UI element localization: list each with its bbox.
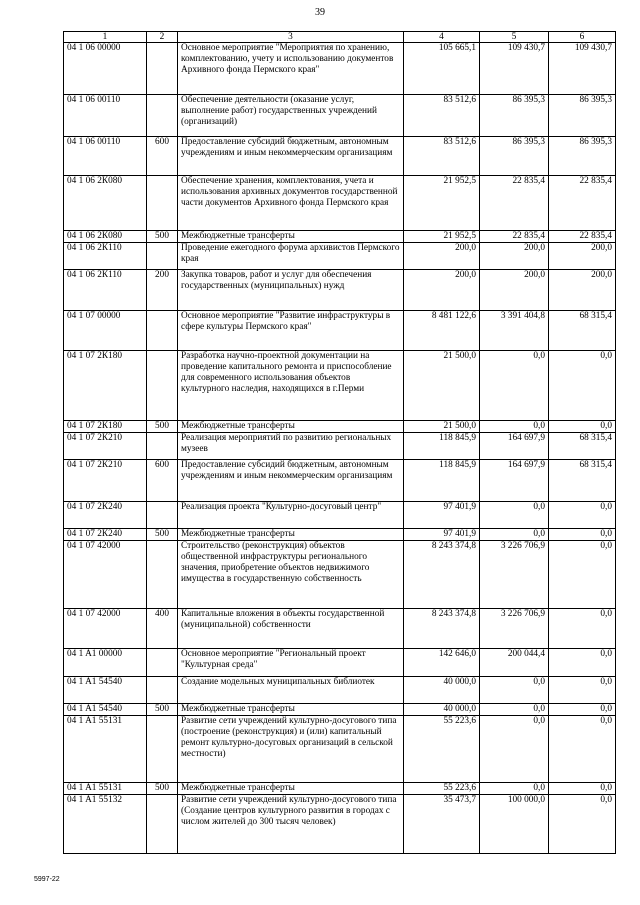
item-name-cell: Основное мероприятие "Развитие инфраструктуры в сфере культуры Пермского края" bbox=[178, 311, 404, 351]
table-row bbox=[64, 421, 616, 433]
item-name-cell: Обеспечение хранения, комплектования, учета и использования архивных документов государственной части документов Архивного фонда Пермского края bbox=[178, 176, 404, 231]
item-name-cell: Предоставление субсидий бюджетным, автономным учреждениям и иным некоммерческим организациям bbox=[178, 137, 404, 176]
table-row bbox=[64, 351, 616, 421]
target-code-cell: 04 1 06 2К110 bbox=[64, 243, 147, 270]
amount-col4-cell: 21 952,5 bbox=[404, 231, 480, 243]
item-name-cell: Закупка товаров, работ и услуг для обеспечения государственных (муниципальных) нужд bbox=[178, 270, 404, 311]
amount-col6-cell: 0,0 bbox=[549, 795, 616, 854]
expense-type-cell bbox=[147, 43, 178, 95]
amount-col6-cell: 0,0 bbox=[549, 529, 616, 541]
item-name-cell: Реализация проекта "Культурно-досуговый центр" bbox=[178, 502, 404, 529]
table-row bbox=[64, 783, 616, 795]
expense-type-cell: 500 bbox=[147, 529, 178, 541]
amount-col6-cell: 0,0 bbox=[549, 421, 616, 433]
amount-col5-cell: 0,0 bbox=[480, 502, 549, 529]
table-row bbox=[64, 137, 616, 176]
column-header: 2 bbox=[147, 32, 178, 43]
table-row bbox=[64, 460, 616, 502]
table-row bbox=[64, 270, 616, 311]
target-code-cell: 04 1 06 2К110 bbox=[64, 270, 147, 311]
amount-col4-cell: 21 500,0 bbox=[404, 421, 480, 433]
target-code-cell: 04 1 07 2К240 bbox=[64, 502, 147, 529]
table-row bbox=[64, 529, 616, 541]
amount-col5-cell: 0,0 bbox=[480, 529, 549, 541]
amount-col6-cell: 22 835,4 bbox=[549, 231, 616, 243]
table-row bbox=[64, 502, 616, 529]
column-header: 3 bbox=[178, 32, 404, 43]
amount-col4-cell: 83 512,6 bbox=[404, 95, 480, 137]
amount-col5-cell: 200 044,4 bbox=[480, 649, 549, 677]
target-code-cell: 04 1 A1 54540 bbox=[64, 677, 147, 704]
amount-col5-cell: 3 226 706,9 bbox=[480, 609, 549, 649]
amount-col6-cell: 0,0 bbox=[549, 716, 616, 783]
amount-col5-cell: 100 000,0 bbox=[480, 795, 549, 854]
table-row bbox=[64, 609, 616, 649]
amount-col5-cell: 0,0 bbox=[480, 716, 549, 783]
target-code-cell: 04 1 A1 00000 bbox=[64, 649, 147, 677]
amount-col5-cell: 164 697,9 bbox=[480, 460, 549, 502]
amount-col6-cell: 68 315,4 bbox=[549, 433, 616, 460]
amount-col5-cell: 0,0 bbox=[480, 677, 549, 704]
amount-col5-cell: 0,0 bbox=[480, 421, 549, 433]
target-code-cell: 04 1 A1 55131 bbox=[64, 783, 147, 795]
column-header: 5 bbox=[480, 32, 549, 43]
amount-col6-cell: 0,0 bbox=[549, 704, 616, 716]
expense-type-cell bbox=[147, 716, 178, 783]
target-code-cell: 04 1 07 2К240 bbox=[64, 529, 147, 541]
column-header: 6 bbox=[549, 32, 616, 43]
item-name-cell: Основное мероприятие "Мероприятия по хранению, комплектованию, учету и использованию документов Архивного фонда Пермского края" bbox=[178, 43, 404, 95]
amount-col5-cell: 3 226 706,9 bbox=[480, 541, 549, 609]
budget-table bbox=[63, 31, 616, 854]
amount-col6-cell: 22 835,4 bbox=[549, 176, 616, 231]
amount-col4-cell: 55 223,6 bbox=[404, 783, 480, 795]
amount-col4-cell: 142 646,0 bbox=[404, 649, 480, 677]
item-name-cell: Межбюджетные трансферты bbox=[178, 231, 404, 243]
item-name-cell: Реализация мероприятий по развитию региональных музеев bbox=[178, 433, 404, 460]
expense-type-cell bbox=[147, 649, 178, 677]
amount-col4-cell: 118 845,9 bbox=[404, 433, 480, 460]
table-row bbox=[64, 704, 616, 716]
table-row bbox=[64, 716, 616, 783]
table-header-row bbox=[64, 32, 616, 43]
amount-col4-cell: 35 473,7 bbox=[404, 795, 480, 854]
target-code-cell: 04 1 07 2К210 bbox=[64, 460, 147, 502]
target-code-cell: 04 1 07 42000 bbox=[64, 609, 147, 649]
table-row bbox=[64, 649, 616, 677]
table-row bbox=[64, 795, 616, 854]
column-header: 4 bbox=[404, 32, 480, 43]
table-row bbox=[64, 176, 616, 231]
item-name-cell: Создание модельных муниципальных библиотек bbox=[178, 677, 404, 704]
table-row bbox=[64, 95, 616, 137]
amount-col4-cell: 97 401,9 bbox=[404, 502, 480, 529]
table-row bbox=[64, 311, 616, 351]
expense-type-cell: 500 bbox=[147, 783, 178, 795]
target-code-cell: 04 1 07 00000 bbox=[64, 311, 147, 351]
amount-col5-cell: 86 395,3 bbox=[480, 137, 549, 176]
table-row bbox=[64, 243, 616, 270]
item-name-cell: Межбюджетные трансферты bbox=[178, 421, 404, 433]
amount-col6-cell: 0,0 bbox=[549, 783, 616, 795]
item-name-cell: Межбюджетные трансферты bbox=[178, 783, 404, 795]
amount-col5-cell: 0,0 bbox=[480, 704, 549, 716]
amount-col5-cell: 86 395,3 bbox=[480, 95, 549, 137]
expense-type-cell bbox=[147, 541, 178, 609]
amount-col5-cell: 200,0 bbox=[480, 243, 549, 270]
expense-type-cell bbox=[147, 795, 178, 854]
amount-col5-cell: 109 430,7 bbox=[480, 43, 549, 95]
target-code-cell: 04 1 07 2К210 bbox=[64, 433, 147, 460]
expense-type-cell: 500 bbox=[147, 231, 178, 243]
amount-col6-cell: 0,0 bbox=[549, 677, 616, 704]
target-code-cell: 04 1 07 2К180 bbox=[64, 421, 147, 433]
item-name-cell: Межбюджетные трансферты bbox=[178, 704, 404, 716]
amount-col4-cell: 55 223,6 bbox=[404, 716, 480, 783]
amount-col4-cell: 21 500,0 bbox=[404, 351, 480, 421]
target-code-cell: 04 1 06 2К080 bbox=[64, 176, 147, 231]
amount-col4-cell: 8 243 374,8 bbox=[404, 609, 480, 649]
target-code-cell: 04 1 A1 54540 bbox=[64, 704, 147, 716]
table-row bbox=[64, 43, 616, 95]
amount-col6-cell: 200,0 bbox=[549, 270, 616, 311]
amount-col6-cell: 0,0 bbox=[549, 649, 616, 677]
item-name-cell: Предоставление субсидий бюджетным, автономным учреждениям и иным некоммерческим организациям bbox=[178, 460, 404, 502]
amount-col4-cell: 200,0 bbox=[404, 270, 480, 311]
amount-col4-cell: 40 000,0 bbox=[404, 704, 480, 716]
amount-col5-cell: 22 835,4 bbox=[480, 176, 549, 231]
expense-type-cell: 400 bbox=[147, 609, 178, 649]
amount-col5-cell: 3 391 404,8 bbox=[480, 311, 549, 351]
amount-col4-cell: 83 512,6 bbox=[404, 137, 480, 176]
amount-col6-cell: 0,0 bbox=[549, 609, 616, 649]
amount-col6-cell: 86 395,3 bbox=[549, 95, 616, 137]
item-name-cell: Развитие сети учреждений культурно-досугового типа (Создание центров культурного развития в городах с числом жителей до 300 тысяч человек) bbox=[178, 795, 404, 854]
amount-col4-cell: 21 952,5 bbox=[404, 176, 480, 231]
item-name-cell: Обеспечение деятельности (оказание услуг, выполнение работ) государственных учреждений (организаций) bbox=[178, 95, 404, 137]
target-code-cell: 04 1 07 2К180 bbox=[64, 351, 147, 421]
amount-col5-cell: 22 835,4 bbox=[480, 231, 549, 243]
expense-type-cell: 500 bbox=[147, 704, 178, 716]
amount-col6-cell: 0,0 bbox=[549, 502, 616, 529]
target-code-cell: 04 1 A1 55131 bbox=[64, 716, 147, 783]
amount-col6-cell: 68 315,4 bbox=[549, 460, 616, 502]
expense-type-cell bbox=[147, 351, 178, 421]
amount-col6-cell: 68 315,4 bbox=[549, 311, 616, 351]
table-row bbox=[64, 433, 616, 460]
amount-col4-cell: 118 845,9 bbox=[404, 460, 480, 502]
amount-col5-cell: 0,0 bbox=[480, 783, 549, 795]
target-code-cell: 04 1 06 00000 bbox=[64, 43, 147, 95]
amount-col4-cell: 200,0 bbox=[404, 243, 480, 270]
amount-col6-cell: 0,0 bbox=[549, 351, 616, 421]
amount-col4-cell: 105 665,1 bbox=[404, 43, 480, 95]
amount-col6-cell: 200,0 bbox=[549, 243, 616, 270]
item-name-cell: Развитие сети учреждений культурно-досугового типа (построение (реконструкция) и (или) капитальный ремонт культурно-досуговых организаций в сельской местности) bbox=[178, 716, 404, 783]
amount-col4-cell: 40 000,0 bbox=[404, 677, 480, 704]
table-row bbox=[64, 231, 616, 243]
expense-type-cell: 600 bbox=[147, 137, 178, 176]
target-code-cell: 04 1 06 00110 bbox=[64, 137, 147, 176]
amount-col4-cell: 8 243 374,8 bbox=[404, 541, 480, 609]
expense-type-cell bbox=[147, 95, 178, 137]
amount-col4-cell: 97 401,9 bbox=[404, 529, 480, 541]
item-name-cell: Основное мероприятие "Региональный проект "Культурная среда" bbox=[178, 649, 404, 677]
amount-col4-cell: 8 481 122,6 bbox=[404, 311, 480, 351]
expense-type-cell bbox=[147, 176, 178, 231]
expense-type-cell: 500 bbox=[147, 421, 178, 433]
target-code-cell: 04 1 A1 55132 bbox=[64, 795, 147, 854]
amount-col6-cell: 109 430,7 bbox=[549, 43, 616, 95]
page-number: 39 bbox=[315, 7, 325, 18]
target-code-cell: 04 1 06 2К080 bbox=[64, 231, 147, 243]
target-code-cell: 04 1 06 00110 bbox=[64, 95, 147, 137]
amount-col6-cell: 86 395,3 bbox=[549, 137, 616, 176]
expense-type-cell bbox=[147, 311, 178, 351]
amount-col5-cell: 0,0 bbox=[480, 351, 549, 421]
amount-col5-cell: 200,0 bbox=[480, 270, 549, 311]
expense-type-cell bbox=[147, 677, 178, 704]
target-code-cell: 04 1 07 42000 bbox=[64, 541, 147, 609]
expense-type-cell: 200 bbox=[147, 270, 178, 311]
amount-col5-cell: 164 697,9 bbox=[480, 433, 549, 460]
item-name-cell: Проведение ежегодного форума архивистов Пермского края bbox=[178, 243, 404, 270]
expense-type-cell bbox=[147, 433, 178, 460]
item-name-cell: Межбюджетные трансферты bbox=[178, 529, 404, 541]
document-code: 5997-22 bbox=[34, 876, 60, 883]
item-name-cell: Разработка научно-проектной документации на проведение капитального ремонта и приспособление для современного использования объектов культурного наследия, находящихся в г.Перми bbox=[178, 351, 404, 421]
expense-type-cell bbox=[147, 502, 178, 529]
item-name-cell: Капитальные вложения в объекты государственной (муниципальной) собственности bbox=[178, 609, 404, 649]
expense-type-cell: 600 bbox=[147, 460, 178, 502]
expense-type-cell bbox=[147, 243, 178, 270]
table-row bbox=[64, 677, 616, 704]
item-name-cell: Строительство (реконструкция) объектов общественной инфраструктуры регионального значения, приобретение объектов недвижимого имущества в государственную собственность bbox=[178, 541, 404, 609]
amount-col6-cell: 0,0 bbox=[549, 541, 616, 609]
column-header: 1 bbox=[64, 32, 147, 43]
table-row bbox=[64, 541, 616, 609]
